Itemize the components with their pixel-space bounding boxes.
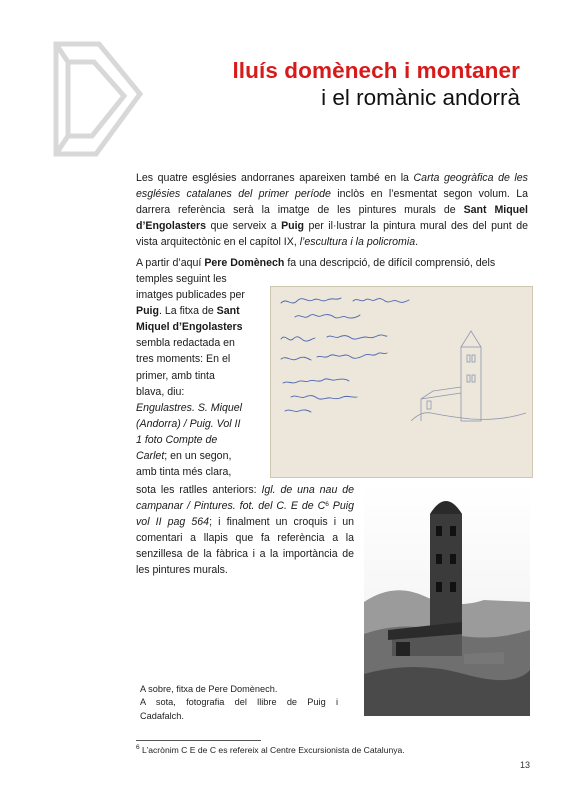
paragraph-1: Les quatre esglésies andorranes apareixen també en la Carta geogràfica de les esglésies catalanes del primer període inclòs en l’esmentat segon volum. La darrera referència serà la imatge de les pintures murals de Sant Miquel d’Engolasters que serveix a Puig per il·lustrar la pintura mural des del punt de vista arquitectònic en el capítol IX, l’escultura i la policromia. (136, 172, 528, 249)
paragraph-2: A partir d’aquí Pere Domènech fa una descripció, de difícil comprensió, dels (136, 257, 496, 269)
title-line-2: i el romànic andorrà (321, 85, 520, 110)
paragraph-3: sota les ratlles anteriors: Igl. de una nau de campanar / Pintures. fot. del C. E de $C^6$ Puig vol II pag 564; i finalment un croquis i un comentari a llapis que fa referència a la senzillesa de la fàbrica i a la importància de les pintures murals. (136, 484, 355, 577)
paragraph-2-continuation: temples seguint les imatges publicades per Puig. La fitxa de Sant Miquel d’Engolasters sembla redactada en tres moments: En el primer, amb tinta blava, diu: Engulastres. S. Miquel (Andorra) / Puig. Vol II 1 foto Compte de Carlet; en un segon, amb tinta més clara, (136, 273, 245, 479)
title-line-1: lluís domènech i montaner (232, 58, 520, 83)
image-caption: A sobre, fitxa de Pere Domènech. A sota, fotografia del llibre de Puig i Cadafalch. (140, 684, 338, 721)
footnote: $^6$ L’acrònim C E de C es refereix al Centre Excursionista de Catalunya. (136, 744, 405, 755)
page-number: 13 (519, 760, 530, 770)
handwritten-card-image (270, 286, 533, 478)
church-photo-image (364, 484, 530, 716)
book-outline-logo-icon (44, 38, 144, 160)
footnote-divider (136, 740, 261, 741)
